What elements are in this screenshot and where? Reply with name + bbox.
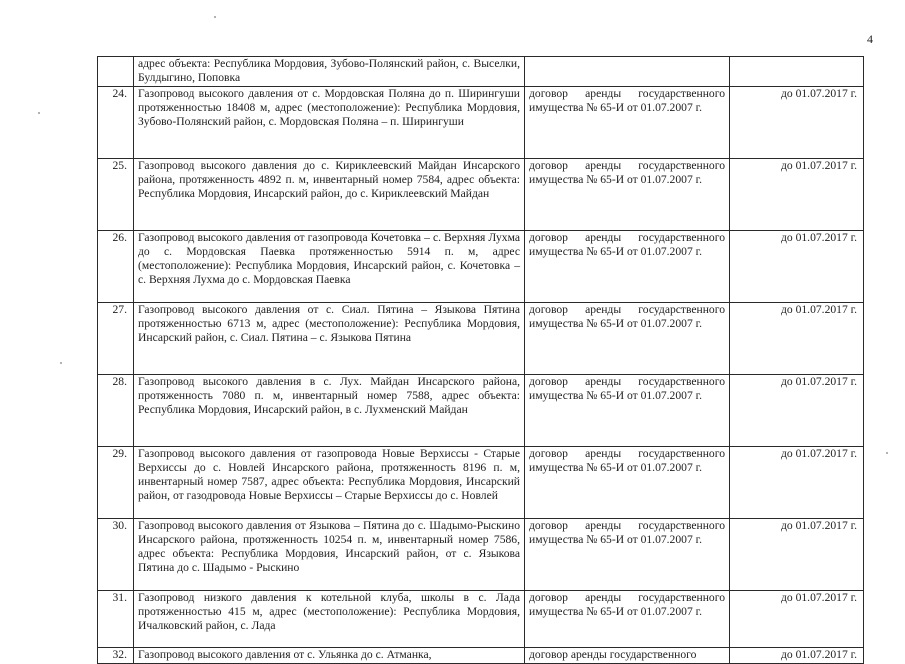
row-number — [98, 57, 134, 87]
scan-speck — [60, 362, 62, 364]
scan-speck — [38, 112, 40, 114]
row-number: 24. — [98, 86, 134, 158]
row-contract: договор аренды государственного имущества № 65-И от 01.07.2007 г. — [525, 374, 730, 446]
row-description: Газопровод высокого давления от газопровода Новые Верхиссы - Старые Верхиссы до с. Новлей Инсарского района, протяженность 8196 п. м, инвентарный номер 7587, адрес объекта: Республика Мордовия, Инсарский район, от газодровода Новые Верхиссы – Старые Верхиссы до с. Новлей — [134, 446, 525, 518]
scan-speck — [214, 16, 216, 18]
row-description: Газопровод высокого давления в с. Лух. Майдан Инсарского района, протяженность 7080 п. м, инвентарный номер 7588, адрес объекта: Республика Мордовия, Инсарский район, в с. Лухменский Майдан — [134, 374, 525, 446]
table-row — [98, 590, 864, 647]
row-description: Газопровод высокого давления от газопровода Кочетовка – с. Верхняя Лухма до с. Мордовская Паевка протяженностью 5914 п. м, адрес (местоположение): Республика Мордовия, Инсарский район, с. Кочетовка – с. Верхняя Лухма до с. Мордовская Паевка — [134, 230, 525, 302]
row-contract: договор аренды государственного имущества № 65-И от 01.07.2007 г. — [525, 302, 730, 374]
row-number: 31. — [98, 590, 134, 647]
row-number: 25. — [98, 158, 134, 230]
row-number: 26. — [98, 230, 134, 302]
row-contract: договор аренды государственного имущества № 65-И от 01.07.2007 г. — [525, 230, 730, 302]
row-contract: договор аренды государственного имущества № 65-И от 01.07.2007 г. — [525, 590, 730, 647]
row-description: Газопровод высокого давления от с. Ульянка до с. Атманка, — [134, 647, 525, 663]
row-number: 27. — [98, 302, 134, 374]
row-term — [730, 57, 864, 87]
table-row — [98, 446, 864, 518]
row-term: до 01.07.2017 г. — [730, 647, 864, 663]
table-row — [98, 86, 864, 158]
row-term: до 01.07.2017 г. — [730, 86, 864, 158]
row-number: 28. — [98, 374, 134, 446]
row-description: Газопровод низкого давления к котельной клуба, школы в с. Лада протяженностью 415 м, адрес (местоположение): Республика Мордовия, Ичалковский район, с. Лада — [134, 590, 525, 647]
row-term: до 01.07.2017 г. — [730, 230, 864, 302]
table-row — [98, 57, 864, 87]
table-row — [98, 647, 864, 663]
scan-speck — [886, 452, 888, 454]
row-contract: договор аренды государственного имущества № 65-И от 01.07.2007 г. — [525, 518, 730, 590]
row-number: 30. — [98, 518, 134, 590]
row-term: до 01.07.2017 г. — [730, 590, 864, 647]
table-row — [98, 302, 864, 374]
row-description: адрес объекта: Республика Мордовия, Зубово-Полянский район, с. Выселки, Булдыгино, Поповка — [134, 57, 525, 87]
row-term: до 01.07.2017 г. — [730, 374, 864, 446]
row-term: до 01.07.2017 г. — [730, 158, 864, 230]
row-description: Газопровод высокого давления от с. Мордовская Поляна до п. Ширингуши протяженностью 18408 м, адрес (местоположение): Республика Мордовия, Зубово-Полянский район, с. Мордовская Поляна – п. Ширингуши — [134, 86, 525, 158]
row-term: до 01.07.2017 г. — [730, 446, 864, 518]
table-row — [98, 374, 864, 446]
row-contract: договор аренды государственного имущества № 65-И от 01.07.2007 г. — [525, 446, 730, 518]
row-term: до 01.07.2017 г. — [730, 302, 864, 374]
row-contract — [525, 57, 730, 87]
page-number: 4 — [867, 32, 873, 46]
row-number: 29. — [98, 446, 134, 518]
row-contract: договор аренды государственного имущества № 65-И от 01.07.2007 г. — [525, 158, 730, 230]
property-table — [97, 56, 864, 664]
table-row — [98, 230, 864, 302]
table-row — [98, 518, 864, 590]
table-row — [98, 158, 864, 230]
row-description: Газопровод высокого давления до с. Кириклеевский Майдан Инсарского района, протяженность 4892 п. м, инвентарный номер 7584, адрес объекта: Республика Мордовия, Инсарский район, до с. Кириклеевский Майдан — [134, 158, 525, 230]
row-term: до 01.07.2017 г. — [730, 518, 864, 590]
row-contract: договор аренды государственного имущества № 65-И от 01.07.2007 г. — [525, 86, 730, 158]
row-description: Газопровод высокого давления от с. Сиал. Пятина – Языкова Пятина протяженностью 6713 м, адрес (местоположение): Республика Мордовия, Инсарский район, с. Сиал. Пятина – с. Языкова Пятина — [134, 302, 525, 374]
row-contract: договор аренды государственного — [525, 647, 730, 663]
row-description: Газопровод высокого давления от Языкова – Пятина до с. Шадымо-Рыскино Инсарского района, протяженность 10254 п. м, инвентарный номер 7586, адрес объекта: Республика Мордовия, Инсарский район, от с. Языкова Пятина до с. Шадымо - Рыскино — [134, 518, 525, 590]
row-number: 32. — [98, 647, 134, 663]
